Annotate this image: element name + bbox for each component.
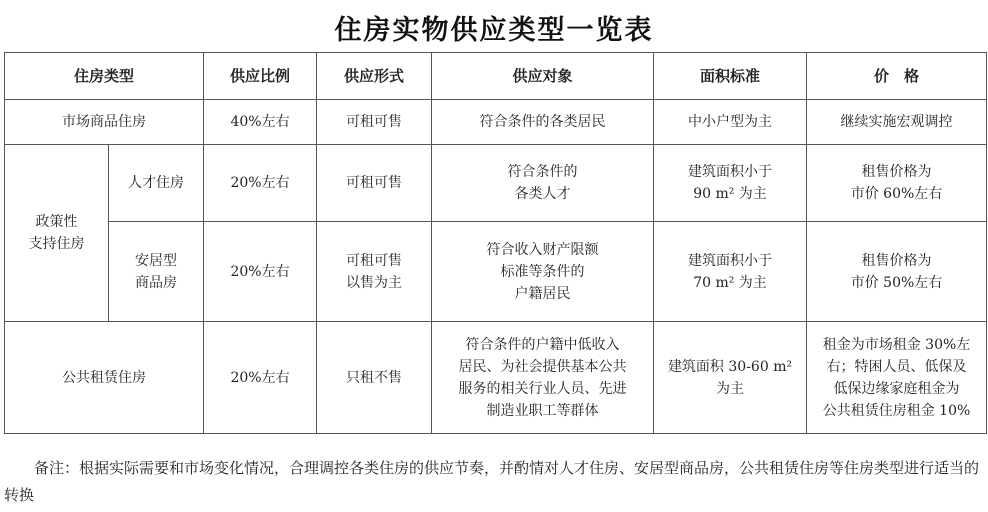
cell-area: 建筑面积 30-60 m² 为主 — [654, 322, 807, 434]
cell-target: 符合条件的 各类人才 — [432, 145, 654, 222]
cell-target: 符合条件的各类居民 — [432, 100, 654, 145]
cell-price: 继续实施宏观调控 — [807, 100, 987, 145]
header-price: 价 格 — [807, 53, 987, 100]
cell-price: 租金为市场租金 30%左 右；特困人员、低保及 低保边缘家庭租金为 公共租赁住房租金 10% — [807, 322, 987, 434]
header-supply-ratio: 供应比例 — [204, 53, 317, 100]
table-row-anju — [5, 222, 987, 322]
cell-price: 租售价格为 市价 60%左右 — [807, 145, 987, 222]
cell-type: 人才住房 — [109, 145, 204, 222]
cell-ratio: 20%左右 — [204, 322, 317, 434]
cell-area: 建筑面积小于 90 m² 为主 — [654, 145, 807, 222]
cell-target: 符合条件的户籍中低收入 居民、为社会提供基本公共 服务的相关行业人员、先进 制造业职工等群体 — [432, 322, 654, 434]
cell-area: 中小户型为主 — [654, 100, 807, 145]
cell-price: 租售价格为 市价 50%左右 — [807, 222, 987, 322]
cell-form: 可租可售 以售为主 — [317, 222, 432, 322]
table-footnote: 备注：根据实际需要和市场变化情况，合理调控各类住房的供应节奏，并酌情对人才住房、安居型商品房，公共租赁住房等住房类型进行适当的转换 — [4, 459, 980, 504]
cell-policy-group: 政策性 支持住房 — [5, 145, 109, 322]
cell-form: 可租可售 — [317, 145, 432, 222]
cell-type: 公共租赁住房 — [5, 322, 204, 434]
header-housing-type: 住房类型 — [5, 53, 204, 100]
cell-ratio: 20%左右 — [204, 222, 317, 322]
cell-type: 市场商品住房 — [5, 100, 204, 145]
housing-supply-table — [4, 52, 987, 434]
cell-area: 建筑面积小于 70 m² 为主 — [654, 222, 807, 322]
cell-target: 符合收入财产限额 标准等条件的 户籍居民 — [432, 222, 654, 322]
header-supply-target: 供应对象 — [432, 53, 654, 100]
cell-type: 安居型 商品房 — [109, 222, 204, 322]
table-header-row — [5, 53, 987, 100]
cell-ratio: 40%左右 — [204, 100, 317, 145]
table-row-talent — [5, 145, 987, 222]
header-supply-form: 供应形式 — [317, 53, 432, 100]
header-area-standard: 面积标准 — [654, 53, 807, 100]
cell-form: 只租不售 — [317, 322, 432, 434]
page-title: 住房实物供应类型一览表 — [334, 15, 654, 46]
cell-form: 可租可售 — [317, 100, 432, 145]
table-row-market — [5, 100, 987, 145]
cell-ratio: 20%左右 — [204, 145, 317, 222]
table-row-public-rental — [5, 322, 987, 434]
